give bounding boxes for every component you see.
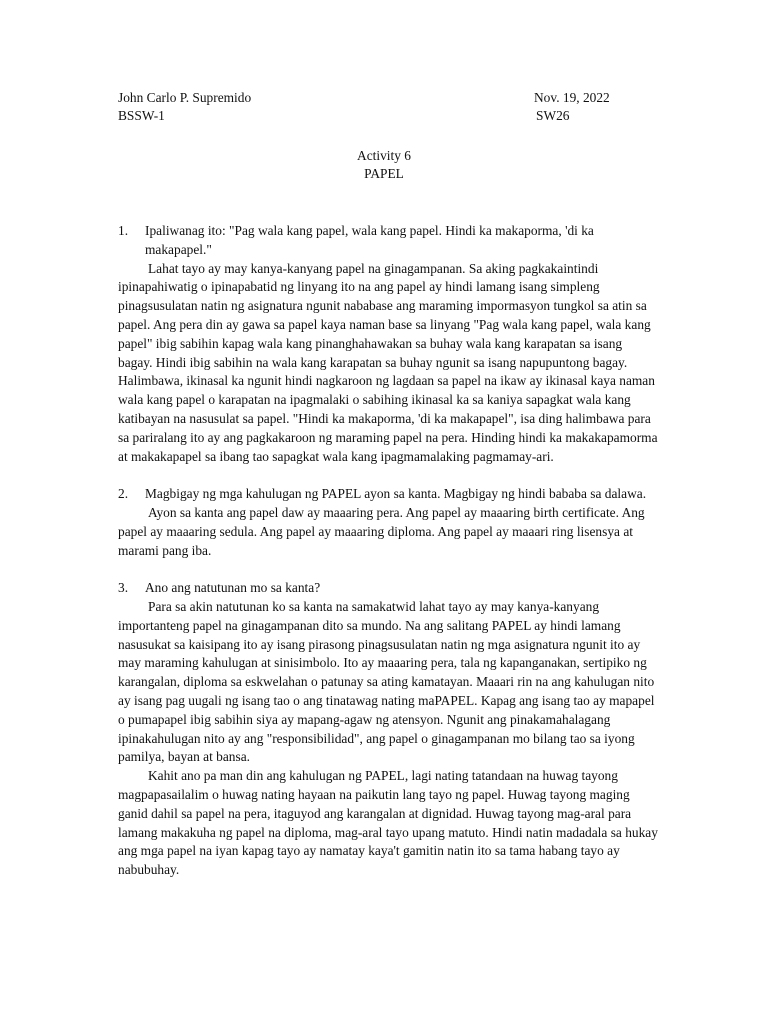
question-text: Ipaliwanag ito: "Pag wala kang papel, wala kang papel. Hindi ka makaporma, 'di ka makapapel." <box>145 223 594 257</box>
answer-paragraph: Lahat tayo ay may kanya-kanyang papel na ginagampanan. Sa aking pagkakaintindi ipinapahiwatig o ipinapabatid ng linyang ito na ang papel ay hindi lamang isang simpleng pinagsusulatan natin ng asignatura ngunit nababase ang maraming impormasyon tungkol sa atin sa papel. Ang pera din ay gawa sa papel kaya naman base sa linyang "Pag wala kang papel, wala kang papel" ibig sabihin kapag wala kang pinanghahawakan sa buhay wala kang karapatan sa isang bagay. Hindi ibig sabihin na wala kang karapatan sa buhay ngunit sa isang napupuntong bagay. Halimbawa, ikinasal ka ngunit hindi nagkaroon ng lagdaan sa papel na ikaw ay ikinasal kaya naman wala kang papel o karapatan na ipagmalaki o sabihing ikinasal ka sa kaniya sapagkat wala kang katibayan na nasusulat sa papel. "Hindi ka makaporma, 'di ka makapapel", isa ding halimbawa para sa pariralang ito ay ang pagkakaroon ng maraming papel na pera. Hinding hindi ka makakapamorma at makakapapel sa ibang tao sapagkat wala kang ipagmamalaking pagmamay-ari. <box>118 260 658 464</box>
student-name: John Carlo P. Supremido <box>118 90 252 105</box>
section-label: SW26 <box>536 108 570 123</box>
question-text: Ano ang natutunan mo sa kanta? <box>145 580 321 596</box>
answer-paragraph: Para sa akin natutunan ko sa kanta na samakatwid lahat tayo ay may kanya-kanyang importanteng papel na ginagampanan dito sa mundo. Na ang salitang PAPEL ay hindi lamang nasusukat sa kaisipang ito ay isang pirasong pinagsusulatan natin ng mga asignatura ngunit ito ay may maraming kahulugan at sinisimbolo. Ito ay maaaring pera, tala ng kapanganakan, sertipiko ng karangalan, diploma sa eskwelahan o patunay sa ating kamatayan. Maaari rin na ang kahulugan nito ay isang pag uugali ng isang tao o ang tinatawag nating maPAPEL. Kapag ang isang tao ay mapapel o pumapapel ibig sabihin siya ay mapang-agaw ng atensyon. Ngunit ang pinakamahalagang ipinakahulugan nito ay ang "responsibilidad", ang papel o ginagampanan mo bilang tao sa iyong pamilya, bayan at bansa. <box>118 598 655 765</box>
course-label: BSSW-1 <box>118 108 165 123</box>
section-1 <box>118 222 658 466</box>
submission-date: Nov. 19, 2022 <box>534 90 610 105</box>
question-2 <box>118 485 658 504</box>
activity-title: Activity 6 <box>357 148 411 163</box>
section-3 <box>118 579 658 880</box>
answer-paragraph: Kahit ano pa man din ang kahulugan ng PAPEL, lagi nating tatandaan na huwag tayong magpapasailalim o huwag nating hayaan na paikutin lang tayo ng papel. Huwag tayong maging ganid dahil sa papel na pera, itaguyod ang karangalan at dignidad. Huwag tayong mag-aral para lamang makakuha ng papel na diploma, mag-aral tayo upang matuto. Hindi natin madadala sa hukay ang mga papel na iyan kapag tayo ay namatay kaya't gamitin natin ito sa tama habang tayo ay nabubuhay. <box>118 768 658 878</box>
section-gap <box>118 560 658 579</box>
header-row-2 <box>118 106 618 126</box>
question-number: 1. <box>118 223 129 238</box>
section-gap <box>118 466 658 485</box>
question-text: Magbigay ng mga kahulugan ng PAPEL ayon sa kanta. Magbigay ng hindi bababa sa dalawa. <box>145 486 647 502</box>
question-number: 2. <box>118 486 129 502</box>
question-1 <box>118 222 658 260</box>
document-title: PAPEL <box>364 166 404 181</box>
question-3 <box>118 579 658 598</box>
section-2 <box>118 485 658 560</box>
document-body <box>118 222 658 880</box>
header-row-1 <box>118 88 618 108</box>
answer-paragraph: Ayon sa kanta ang papel daw ay maaaring pera. Ang papel ay maaaring birth certificate. Ang papel ay maaaring sedula. Ang papel ay maaaring diploma. Ang papel ay maaari ring lisensya at marami pang iba. <box>118 504 645 558</box>
question-number: 3. <box>118 580 129 596</box>
